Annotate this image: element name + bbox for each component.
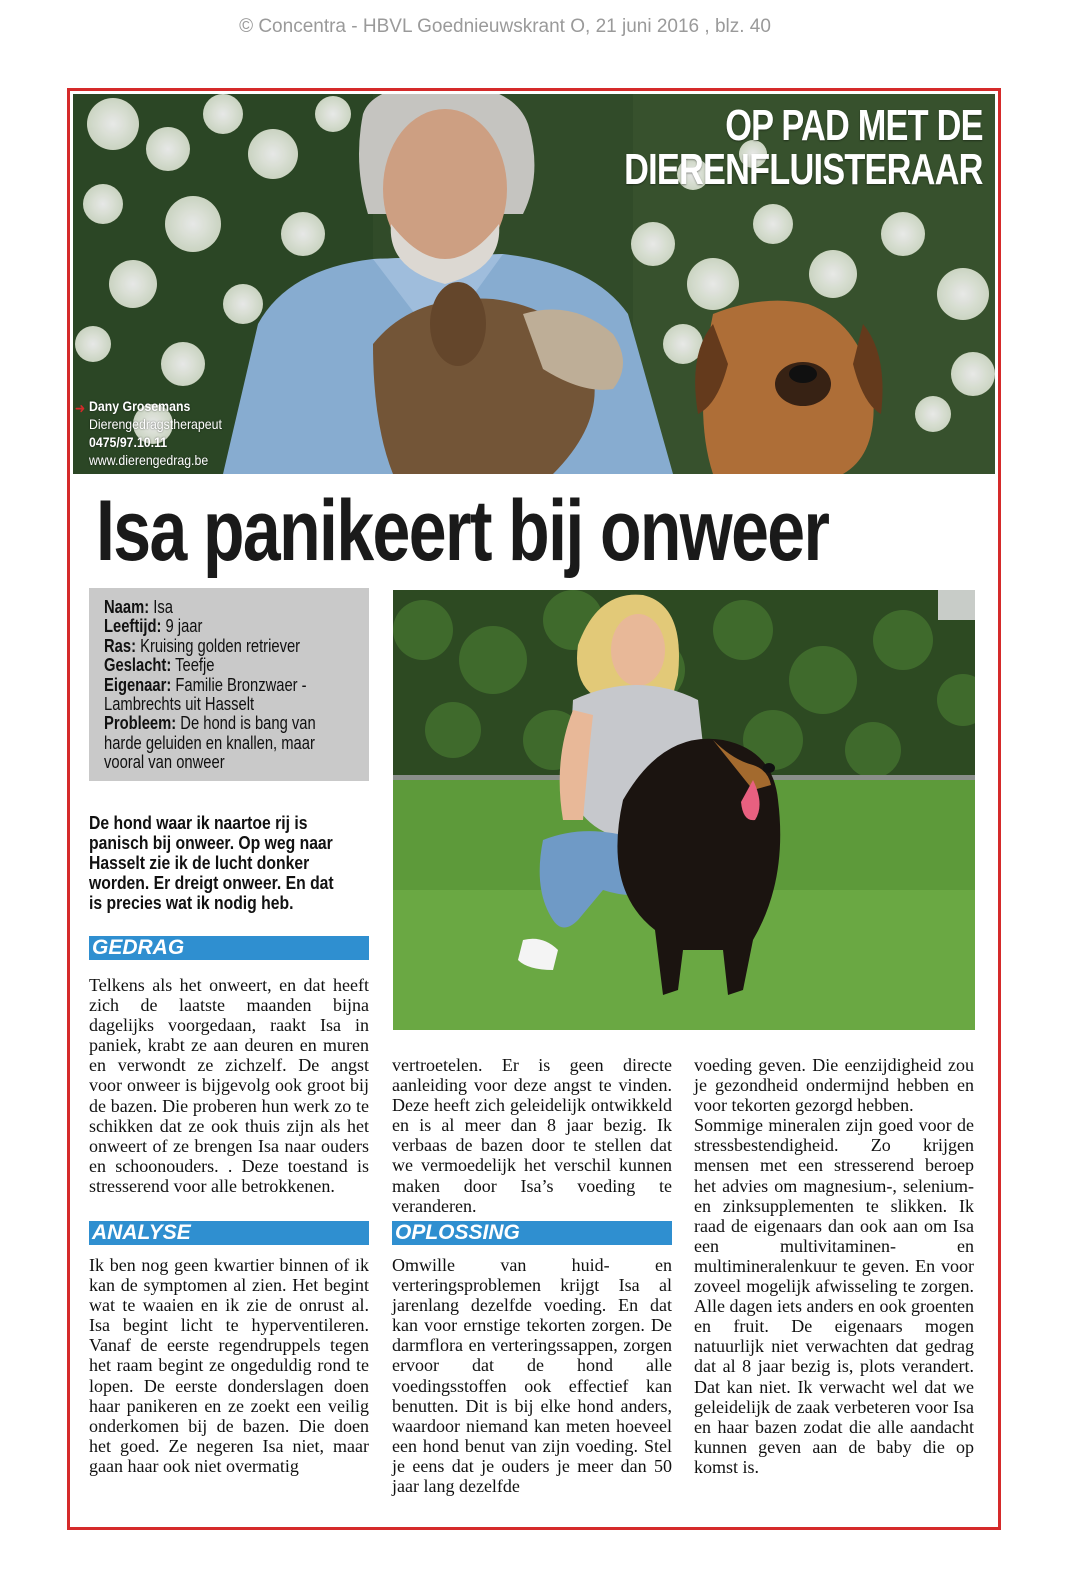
info-label: Leeftijd: [104, 616, 162, 637]
arrow-right-icon: ➜ [74, 400, 86, 416]
section-header-oplossing: OPLOSSING [392, 1221, 672, 1245]
intro-paragraph: De hond waar ik naartoe rij is panisch bij onweer. Op weg naar Hasselt zie ik de lucht donker worden. Er dreigt onweer. En dat is precies wat ik nodig heb. [89, 812, 334, 913]
info-row [104, 637, 359, 656]
series-title-line-2: DIERENFLUISTERAAR [624, 145, 983, 194]
info-value: Lambrechts uit Hasselt [104, 694, 255, 715]
right-column-paragraph-1: voeding geven. Die eenzijdigheid zou je gezondheid ondermijnd hebben en voor tekorten gezorgd hebben. [694, 1055, 974, 1116]
owner-dog-illustration [393, 590, 975, 1030]
section-header-analyse: ANALYSE [89, 1221, 369, 1245]
info-value: Kruising golden retriever [135, 635, 301, 656]
author-website: www.dierengedrag.be [89, 452, 209, 468]
author-credit [74, 397, 222, 469]
info-row [104, 617, 359, 636]
series-title-line-1: OP PAD MET DE [725, 101, 983, 150]
section-header-gedrag: GEDRAG [89, 936, 369, 960]
info-row [104, 656, 359, 675]
author-name: Dany Grosemans [89, 398, 191, 414]
info-row [104, 695, 359, 714]
info-label: Eigenaar: [104, 674, 172, 695]
info-row [104, 753, 359, 772]
info-value: Familie Bronzwaer - [171, 674, 307, 695]
author-phone: 0475/97.10.11 [89, 434, 168, 450]
analyse-text: Ik ben nog geen kwartier binnen of ik kan de symptomen al zien. Het begint wat te waaien en ik zie de onrust al. Isa begint licht te hyperventileren. Vanaf de eerste regendruppels tegen het raam begint ze ongeduldig rond te lopen. De eerste donderslagen doen haar panikeren en ze zoekt een veilig onderkomen bij de bazen. Die doen het goed. Ze negeren Isa niet, maar gaan haar ook niet overmatig [89, 1255, 369, 1476]
gedrag-text: Telkens als het onweert, en dat heeft zich de laatste maanden bijna dagelijks voorgedaan, raakt Isa in paniek, krabt ze aan deuren en muren en verwondt ze zichzelf. De angst voor onweer is bijgevolg ook groot bij de bazen. Die proberen hun werk zo te schikken dat ze ook thuis zijn als het onweert of ze brengen Isa naar ouders en schoonouders. . Deze toestand is stresserend voor alle betrokkenen. [89, 975, 369, 1196]
info-label: Probleem: [104, 713, 177, 734]
right-column-paragraph-2: Sommige mineralen zijn goed voor de stressbestendigheid. Zo krijgen mensen met een stresserend beroep het advies om magnesium-, selenium- en zinksupplementen te slikken. Ik raad de eigenaars dan ook aan om Isa een multivitaminen- en multimineralenkuur te geven. En voor zoveel mogelijk afwisseling te zorgen. Alle dagen iets anders en ook groenten en fruit. De eigenaars mogen natuurlijk niet verwachten dat gedrag dat al 8 jaar bezig is, plots verandert. Dat kan niet. Ik verwacht wel dat we geleidelijk de zaak verbeteren voor Isa en haar bazen zodat die alle aandacht kunnen geven aan de baby die op komst is. [694, 1115, 974, 1477]
owner-dog-photo [393, 590, 975, 1030]
article-headline: Isa panikeert bij onweer [96, 483, 829, 579]
info-row [104, 714, 359, 733]
oplossing-text: Omwille van huid- en verteringsproblemen krijgt Isa al jarenlang dezelfde voeding. En dat kan voor ernstige tekorten zorgen. De darmflora en verteringssappen, zorgen ervoor dat de hond alle voedingsstoffen ook effectief kan benutten. Dit is bij elke hond anders, waardoor niemand kan meten hoeveel een hond benut van zijn voeding. Stel je eens dat je ouders je meer dan 50 jaar lang dezelfde [392, 1255, 672, 1497]
info-value: vooral van onweer [104, 752, 225, 773]
info-value: harde geluiden en knallen, maar [104, 732, 315, 753]
info-value: Teefje [171, 655, 215, 676]
right-column-text [694, 1055, 974, 1477]
dog-info-box [89, 588, 369, 781]
source-line: © Concentra - HBVL Goednieuwskrant O, 21 juni 2016 , blz. 40 [239, 16, 771, 37]
info-value: 9 jaar [161, 616, 203, 637]
info-label: Naam: [104, 597, 150, 617]
info-value: De hond is bang van [176, 713, 316, 734]
info-row [104, 598, 359, 617]
info-value: Isa [149, 597, 173, 617]
series-title [624, 101, 983, 194]
info-row [104, 676, 359, 695]
author-role: Dierengedragstherapeut [89, 416, 222, 432]
info-label: Geslacht: [104, 655, 172, 676]
info-label: Ras: [104, 635, 136, 656]
hero-photo [73, 94, 995, 474]
middle-column-text: vertroetelen. Er is geen directe aanleiding voor deze angst te vinden. Deze heeft zich geleidelijk ontwikkeld en is al meer dan 8 jaar bezig. Ik verbaas de bazen door te stellen dat we vermoedelijk het verschil kunnen maken door Isa’s voeding te veranderen. [392, 1055, 672, 1216]
article-frame [67, 88, 1001, 1530]
info-row [104, 734, 359, 753]
